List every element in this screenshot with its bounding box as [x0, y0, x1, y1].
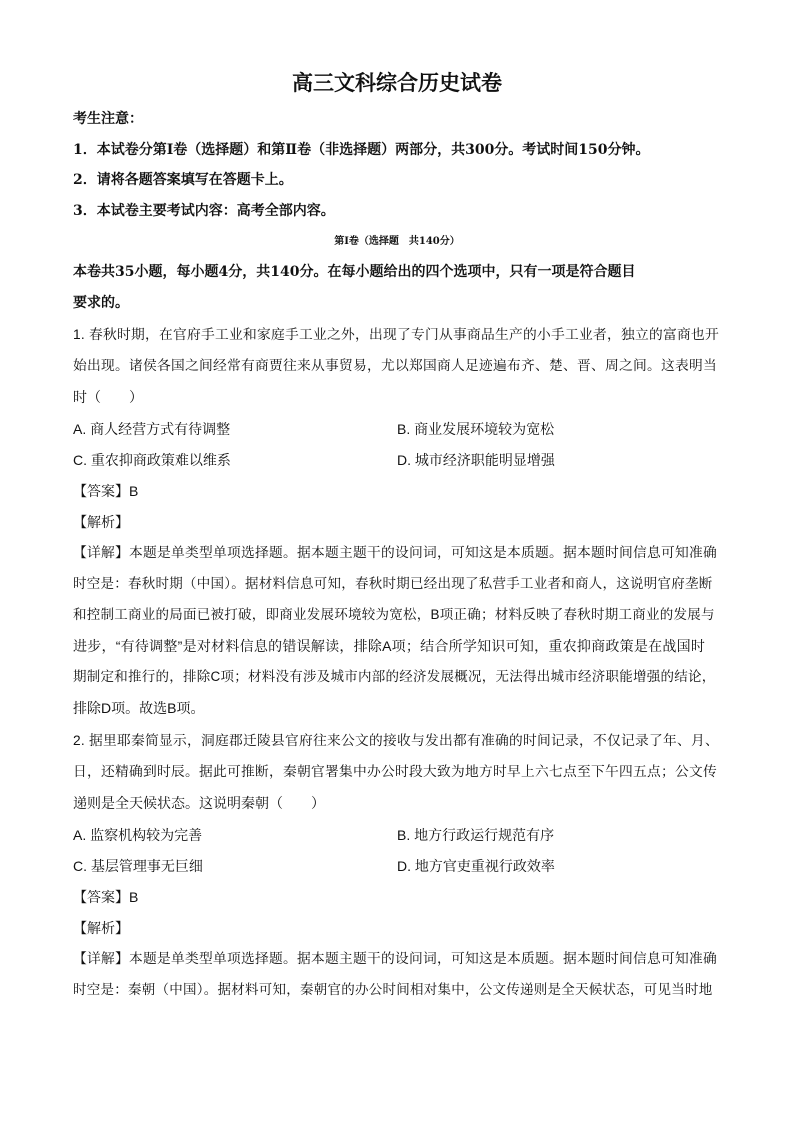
question-2-answer: 【答案】B: [73, 889, 139, 905]
question-2-option-b: B. 地方行政运行规范有序: [397, 827, 555, 843]
question-2-stem: 递则是全天候状态。这说明秦朝（ ）: [73, 795, 325, 811]
question-1-answer: 【答案】B: [73, 483, 139, 499]
question-1-option-c: C. 重农抑商政策难以维系: [73, 452, 231, 468]
question-2-detail: 【详解】本题是单类型单项选择题。据本题主题干的设问词，可知这是本质题。据本题时间信息可知准确: [73, 951, 718, 966]
question-2-stem: 日，还精确到时辰。据此可推断，秦朝官署集中办公时段大致为地方时早上六七点至下午四五点；公文传: [73, 764, 718, 779]
notice-item: 1．本试卷分第Ⅰ卷（选择题）和第Ⅱ卷（非选择题）两部分，共300分。考试时间150分钟。: [73, 142, 650, 158]
notice-item: 2．请将各题答案填写在答题卡上。: [73, 172, 293, 188]
notice-heading: 考生注意：: [73, 111, 143, 127]
question-2-option-d: D. 地方官吏重视行政效率: [397, 858, 555, 874]
notice-item: 3．本试卷主要考试内容：高考全部内容。: [73, 203, 335, 219]
question-2-analysis-label: 【解析】: [73, 920, 129, 936]
question-2-stem: 2. 据里耶秦简显示，洞庭郡迁陵县官府往来公文的接收与发出都有准确的时间记录，不仅记录了年、月、: [73, 733, 720, 748]
question-1-option-b: B. 商业发展环境较为宽松: [397, 421, 555, 437]
question-1-stem: 1. 春秋时期，在官府手工业和家庭手工业之外，出现了专门从事商品生产的小手工业者，独立的富商也开: [73, 327, 720, 342]
question-2-detail: 时空是：秦朝（中国）。据材料可知，秦朝官的办公时间相对集中，公文传递则是全天候状态，可见当时地: [73, 982, 713, 997]
section-heading: 第Ⅰ卷（选择题 共140分）: [334, 236, 460, 247]
question-1-detail: 【详解】本题是单类型单项选择题。据本题主题干的设问词，可知这是本质题。据本题时间信息可知准确: [73, 545, 718, 560]
question-1-option-d: D. 城市经济职能明显增强: [397, 452, 555, 468]
question-1-detail: 期制定和推行的，排除C项；材料没有涉及城市内部的经济发展概况，无法得出城市经济职能增强的结论，: [73, 669, 716, 684]
question-1-detail: 进步，“有待调整”是对材料信息的错误解读，排除A项；结合所学知识可知，重农抑商政策是在战国时: [73, 638, 706, 654]
question-1-analysis-label: 【解析】: [73, 514, 129, 530]
question-1-detail: 和控制工商业的局面已被打破，即商业发展环境较为宽松，B项正确；材料反映了春秋时期工商业的发展与: [73, 607, 715, 622]
section-intro: 本卷共35小题，每小题4分，共140分。在每小题给出的四个选项中，只有一项是符合题目: [73, 264, 636, 280]
question-1-detail: 时空是：春秋时期（中国）。据材料信息可知，春秋时期已经出现了私营手工业者和商人，这说明官府垄断: [73, 576, 713, 591]
question-1-stem: 时（ ）: [73, 389, 143, 405]
question-1-stem: 始出现。诸侯各国之间经常有商贾往来从事贸易，尤以郑国商人足迹遍布齐、楚、晋、周之间。这表明当: [73, 358, 718, 373]
question-1-option-a: A. 商人经营方式有待调整: [73, 421, 231, 437]
page-title: 高三文科综合历史试卷: [292, 70, 502, 95]
question-1-detail: 排除D项。故选B项。: [73, 700, 205, 716]
question-2-option-c: C. 基层管理事无巨细: [73, 858, 203, 874]
section-intro: 要求的。: [73, 295, 129, 311]
question-2-option-a: A. 监察机构较为完善: [73, 827, 203, 843]
